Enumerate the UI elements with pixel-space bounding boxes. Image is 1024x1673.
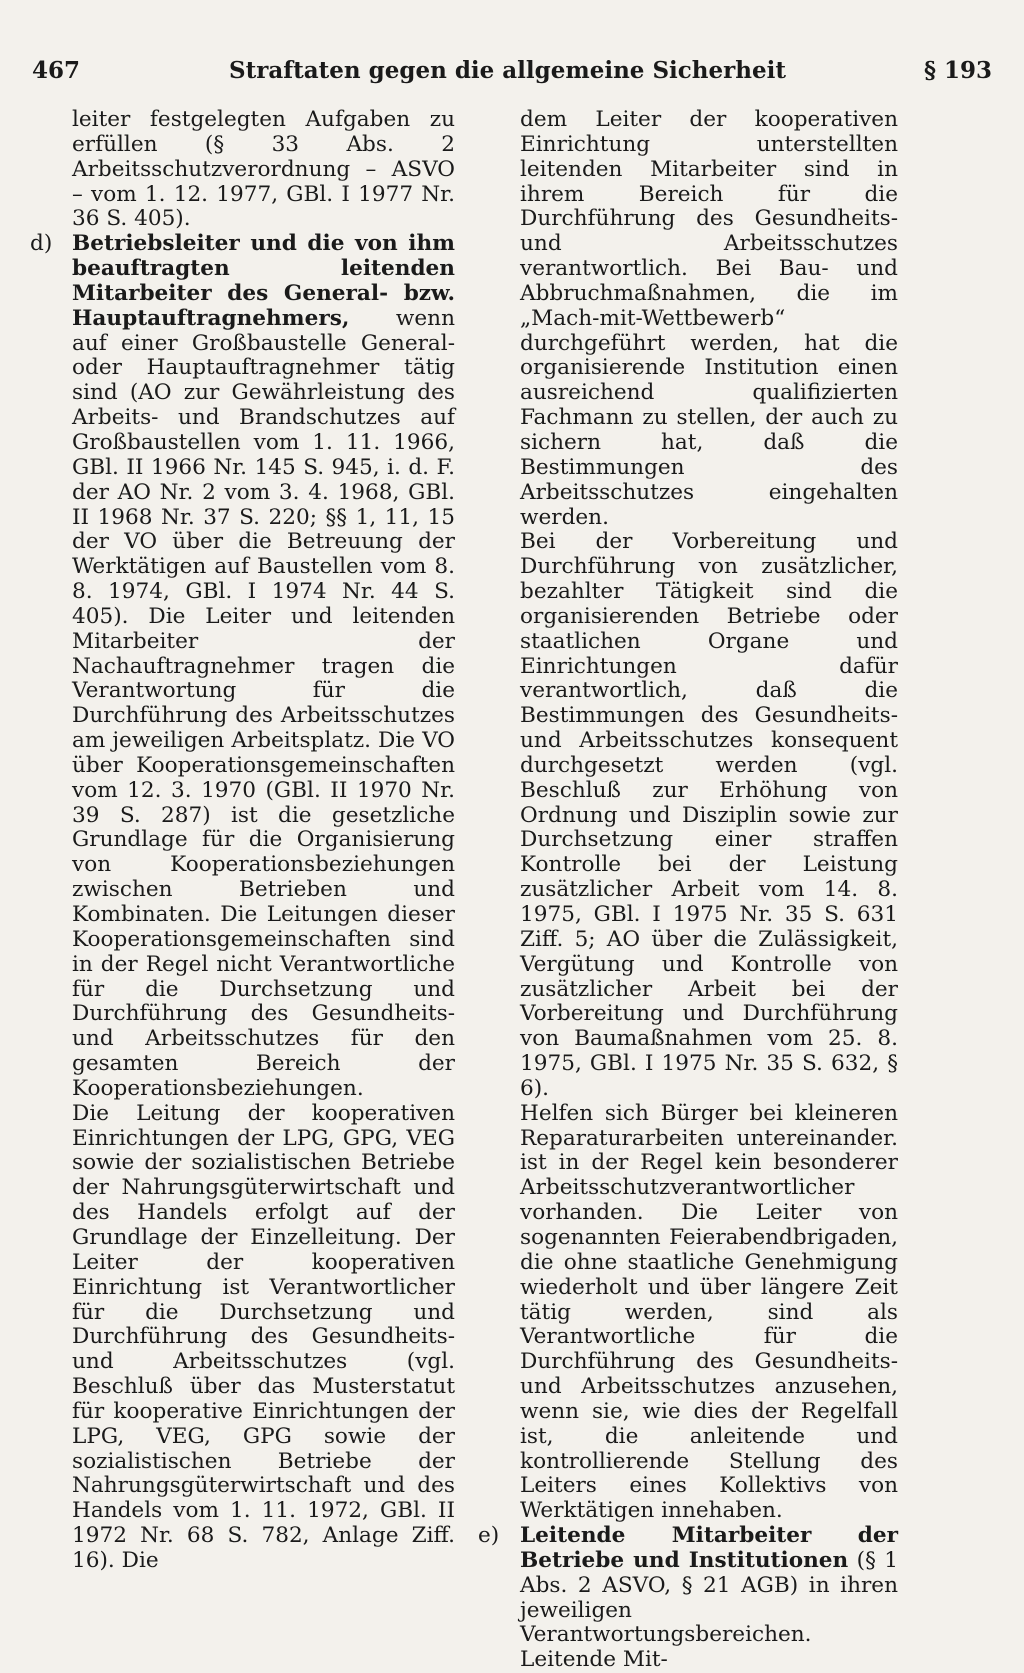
bold-heading: Leitende Mitarbeiter der Betriebe und Institutionen: [520, 1523, 898, 1573]
paragraph: [30, 108, 455, 232]
bold-heading: Betriebsleiter und die von ihm beauftragten leitenden Mitarbeiter des General- bzw. Hauptauftragnehmers,: [72, 231, 455, 331]
left-column: [30, 108, 455, 1574]
paragraph: [478, 108, 898, 530]
paragraph-text: Die Leitung der kooperativen Einrichtungen der LPG, GPG, VEG sowie der sozialistischen Betriebe der Nahrungsgüterwirtschaft und des Handels erfolgt auf der Grundlage der Einzelleitung. Der Leiter der kooperativen Einrichtung ist Verantwortlicher für die Durchsetzung und Durchführung des Gesundheits- und Arbeitsschutzes (vgl. Beschluß über das Musterstatut für kooperative Einrichtungen der LPG, VEG, GPG sowie der sozialistischen Betriebe der Nahrungsgüterwirtschaft und des Handels vom 1. 11. 1972, GBl. II 1972 Nr. 68 S. 782, Anlage Ziff. 16). Die: [72, 1100, 455, 1573]
paragraph-text: dem Leiter der kooperativen Einrichtung unterstellten leitenden Mitarbeiter sind in ihrem Bereich für die Durchführung des Gesundheits- und Arbeitsschutzes verantwortlich. Bei Bau- und Abbruchmaßnahmen, die im „Mach-mit-Wettbewerb“ durchgeführt werden, hat die organisierende Institution einen ausreichend qualifizierten Fachmann zu stellen, der auch zu sichern hat, daß die Bestimmungen des Arbeitsschutzes eingehalten werden.: [520, 107, 898, 530]
paragraph-text: wenn auf einer Großbaustelle General- oder Hauptauftragnehmer tätig sind (AO zur Gewährleistung des Arbeits- und Brandschutzes auf Großbaustellen vom 1. 11. 1966, GBl. II 1966 Nr. 145 S. 945, i. d. F. der AO Nr. 2 vom 3. 4. 1968, GBl. II 1968 Nr. 37 S. 220; §§ 1, 11, 15 der VO über die Betreuung der Werktätigen auf Baustellen vom 8. 8. 1974, GBl. I 1974 Nr. 44 S. 405). Die Leiter und leitenden Mitarbeiter der Nachauftragnehmer tragen die Verantwortung für die Durchführung des Arbeitsschutzes am jeweiligen Arbeitsplatz. Die VO über Kooperationsgemeinschaften vom 12. 3. 1970 (GBl. II 1970 Nr. 39 S. 287) ist die gesetzliche Grundlage für die Organisierung von Kooperationsbeziehungen zwischen Betrieben und Kombinaten. Die Leitungen dieser Kooperationsgemeinschaften sind in der Regel nicht Verantwortliche für die Durchsetzung und Durchführung des Gesundheits- und Arbeitsschutzes für den gesamten Bereich der Kooperationsbeziehungen.: [72, 305, 455, 1101]
list-item-e: [478, 1524, 898, 1673]
paragraph: [478, 530, 898, 1101]
running-header: [32, 56, 992, 92]
list-label: e): [478, 1523, 500, 1549]
paragraph-text: leiter festgelegten Aufgaben zu erfüllen (§ 33 Abs. 2 Arbeitsschutzverordnung – ASVO – vom 1. 12. 1977, GBl. I 1977 Nr. 36 S. 405).: [72, 107, 455, 232]
page-number: 467: [32, 57, 81, 84]
right-column: [478, 108, 898, 1673]
paragraph: [30, 1102, 455, 1574]
section-number: § 193: [923, 57, 992, 84]
paragraph-text: Helfen sich Bürger bei kleineren Reparaturarbeiten untereinander. ist in der Regel kein besonderer Arbeitsschutzverantwortlicher vorhanden. Die Leiter von sogenannten Feierabendbrigaden, die ohne staatliche Genehmigung wiederholt und über längere Zeit tätig werden, sind als Verantwortliche für die Durchführung des Gesundheits- und Arbeitsschutzes anzusehen, wenn sie, wie dies der Regelfall ist, die anleitende und kontrollierende Stellung des Leiters eines Kollektivs von Werktätigen innehaben.: [520, 1100, 898, 1524]
paragraph-text: Bei der Vorbereitung und Durchführung von zusätzlicher, bezahlter Tätigkeit sind die organisierenden Betriebe oder staatlichen Organe und Einrichtungen dafür verantwortlich, daß die Bestimmungen des Gesundheits- und Arbeitsschutzes konsequent durchgesetzt werden (vgl. Beschluß zur Erhöhung von Ordnung und Disziplin sowie zur Durchsetzung einer straffen Kontrolle bei der Leistung zusätzlicher Arbeit vom 14. 8. 1975, GBl. I 1975 Nr. 35 S. 631 Ziff. 5; AO über die Zulässigkeit, Vergütung und Kontrolle von zusätzlicher Arbeit bei der Vorbereitung und Durchführung von Baumaßnahmen vom 25. 8. 1975, GBl. I 1975 Nr. 35 S. 632, § 6).: [520, 529, 898, 1101]
paragraph: [478, 1102, 898, 1524]
chapter-title: Straftaten gegen die allgemeine Sicherheit: [229, 57, 786, 84]
list-label: d): [30, 231, 53, 257]
list-item-d: [30, 232, 455, 1102]
paragraph-text: (§ 1 Abs. 2 ASVO, § 21 AGB) in ihren jeweiligen Verantwortungsbereichen. Leitende Mit-: [520, 1547, 899, 1673]
